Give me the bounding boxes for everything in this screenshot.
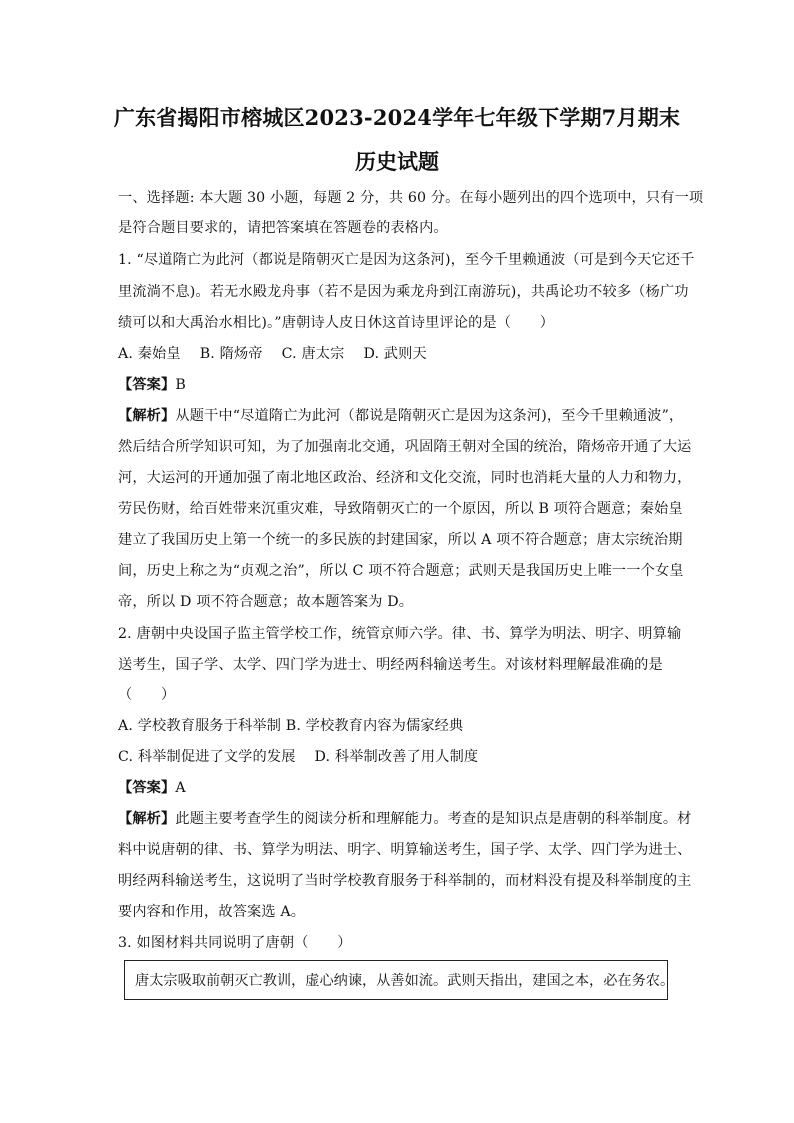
q1-answer xyxy=(118,375,688,395)
answer-value: B xyxy=(175,377,186,393)
answer-value: A xyxy=(175,780,186,796)
q1-analysis-line: 然后结合所学知识可知，为了加强南北交通，巩固隋王朝对全国的统治，隋炀帝开通了大运 xyxy=(118,439,692,455)
q1-analysis-line xyxy=(118,406,688,426)
q1-stem-line: 里流淌不息)。若无水殿龙舟事（若不是因为乘龙舟到江南游玩)，共禹论功不较多（杨广功 xyxy=(118,284,689,300)
section-intro-line: 是符合题目要求的，请把答案填在答题卷的表格内。 xyxy=(118,220,448,236)
q2-stem-line: （ ） xyxy=(118,687,176,703)
q2-analysis-line: 料中说唐朝的律、书、算学为明法、明字、明算输送考生，国子学、太学、四门学为进士、 xyxy=(118,842,692,858)
q2-analysis-line: 要内容和作用，故答案选 A。 xyxy=(118,904,306,920)
answer-label: 【答案】 xyxy=(118,377,176,393)
q3-material-text: 唐太宗吸取前朝灭亡教训，虚心纳谏，从善如流。武则天指出，建国之本，必在务农。 xyxy=(135,973,675,989)
q1-analysis-line: 劳民伤财，给百姓带来沉重灾难，导致隋朝灭亡的一个原因，所以 B 项符合题意；秦始皇 xyxy=(118,501,683,517)
q1-stem-line: 绩可以和大禹治水相比)。”唐朝诗人皮日休这首诗里评论的是（ ） xyxy=(118,315,555,331)
q2-options: C. 科举制促进了文学的发展 D. 科举制改善了用人制度 xyxy=(118,749,479,765)
q3-stem: 3. 如图材料共同说明了唐朝（ ） xyxy=(118,935,352,951)
section-intro-line: 一、选择题: 本大题 30 小题，每题 2 分，共 60 分。在每小题列出的四个选项中，只有一项 xyxy=(118,190,704,206)
q2-answer xyxy=(118,778,688,798)
q1-analysis-line: 建立了我国历史上第一个统一的多民族的封建国家，所以 A 项不符合题意；唐太宗统治期 xyxy=(118,532,683,548)
q2-analysis-line: 明经两科输送考生，这说明了当时学校教育服务于科举制的，而材料没有提及科举制度的主 xyxy=(118,873,692,889)
q2-analysis-line xyxy=(118,809,692,829)
answer-label: 【答案】 xyxy=(118,780,176,796)
q1-analysis-line: 帝，所以 D 项不符合题意；故本题答案为 D。 xyxy=(118,594,414,610)
document-subtitle: 历史试题 xyxy=(355,149,439,174)
analysis-label: 【解析】 xyxy=(118,811,176,827)
document-title: 广东省揭阳市榕城区2023-2024学年七年级下学期7月期末 xyxy=(113,105,681,130)
analysis-text: 从题干中“尽道隋亡为此河（都说是隋朝灭亡是因为这条河)，至今千里赖通波”， xyxy=(175,408,684,424)
q1-stem-line: 1. “尽道隋亡为此河（都说是隋朝灭亡是因为这条河)，至今千里赖通波（可是到今天它还千 xyxy=(118,252,695,268)
q2-stem-line: 2. 唐朝中央设国子监主管学校工作，统管京师六学。律、书、算学为明法、明字、明算输 xyxy=(118,626,682,642)
q3-material-box xyxy=(124,960,675,1000)
analysis-label: 【解析】 xyxy=(118,408,176,424)
q1-analysis-line: 河，大运河的开通加强了南北地区政治、经济和文化交流，同时也消耗大量的人力和物力， xyxy=(118,470,692,486)
analysis-text: 此题主要考查学生的阅读分析和理解能力。考查的是知识点是唐朝的科举制度。材 xyxy=(175,811,692,827)
q2-options: A. 学校教育服务于科举制 B. 学校教育内容为儒家经典 xyxy=(118,718,464,734)
q2-stem-line: 送考生，国子学、太学、四门学为进士、明经两科输送考生。对该材料理解最准确的是 xyxy=(118,657,663,673)
q1-analysis-line: 间，历史上称之为“贞观之治”，所以 C 项不符合题意；武则天是我国历史上唯一一个女皇 xyxy=(118,563,684,579)
q1-options: A. 秦始皇 B. 隋炀帝 C. 唐太宗 D. 武则天 xyxy=(118,346,427,362)
